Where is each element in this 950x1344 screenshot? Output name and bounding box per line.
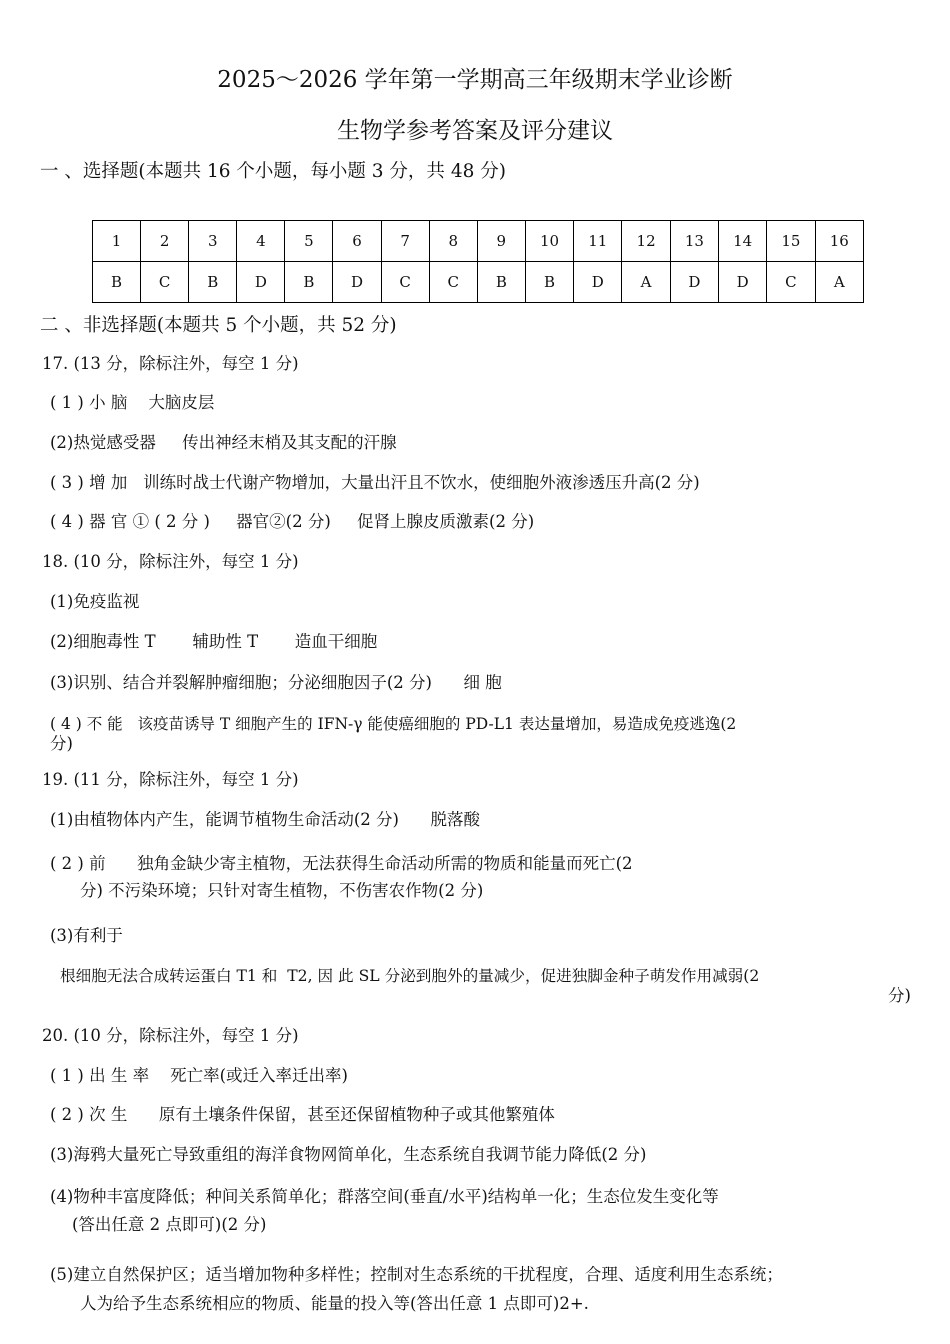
answer-table-number-row — [93, 221, 864, 262]
answer-cell: B — [285, 262, 333, 303]
answer-cell: D — [333, 262, 381, 303]
question-number: 6 — [333, 221, 381, 262]
answer-cell: B — [477, 262, 525, 303]
section-heading-choice: 一 、选择题(本题共 16 个小题，每小题 3 分，共 48 分) — [40, 161, 506, 182]
answer-cell: D — [574, 262, 622, 303]
question-number: 9 — [477, 221, 525, 262]
answer-cell: C — [767, 262, 815, 303]
q18-answer-3: (3)识别、结合并裂解肿瘤细胞；分泌细胞因子(2 分) 细 胞 — [50, 673, 502, 692]
q18-answer-4-cont: 分) — [50, 734, 73, 753]
answer-cell: C — [429, 262, 477, 303]
q19-heading: 19. (11 分，除标注外，每空 1 分) — [42, 770, 299, 789]
q19-answer-2: ( 2 ) 前 独角金缺少寄主植物，无法获得生命活动所需的物质和能量而死亡(2 — [50, 854, 633, 873]
question-number: 12 — [622, 221, 670, 262]
question-number: 15 — [767, 221, 815, 262]
answer-cell: D — [237, 262, 285, 303]
question-number: 3 — [189, 221, 237, 262]
q18-heading: 18. (10 分，除标注外，每空 1 分) — [42, 552, 299, 571]
q19-answer-4: 根细胞无法合成转运蛋白 T1 和 T2, 因 此 SL 分泌到胞外的量减少，促进独脚金种子萌发作用减弱(2 — [60, 967, 760, 985]
question-number: 2 — [141, 221, 189, 262]
answer-table — [92, 220, 864, 303]
q19-answer-3: (3)有利于 — [50, 926, 123, 945]
q18-answer-2: (2)细胞毒性 T 辅助性 T 造血干细胞 — [50, 632, 378, 651]
answer-cell: C — [381, 262, 429, 303]
q17-answer-3: ( 3 ) 增 加 训练时战士代谢产物增加，大量出汗且不饮水，使细胞外液渗透压升高(2 分) — [50, 473, 700, 492]
answer-cell: B — [189, 262, 237, 303]
question-number: 16 — [815, 221, 863, 262]
question-number: 4 — [237, 221, 285, 262]
q20-heading: 20. (10 分，除标注外，每空 1 分) — [42, 1026, 299, 1045]
question-number: 7 — [381, 221, 429, 262]
answer-cell: A — [622, 262, 670, 303]
q17-answer-1: ( 1 ) 小 脑 大脑皮层 — [50, 393, 215, 412]
q19-answer-2-cont: 分) 不污染环境；只针对寄生植物，不伤害农作物(2 分) — [80, 881, 484, 900]
q20-answer-3: (3)海鸦大量死亡导致重组的海洋食物网简单化，生态系统自我调节能力降低(2 分) — [50, 1145, 647, 1164]
q20-answer-5-cont: 人为给予生态系统相应的物质、能量的投入等(答出任意 1 点即可)2+. — [80, 1294, 589, 1313]
q17-heading: 17. (13 分，除标注外，每空 1 分) — [42, 354, 299, 373]
answer-cell: B — [93, 262, 141, 303]
q20-answer-1: ( 1 ) 出 生 率 死亡率(或迁入率迁出率) — [50, 1066, 348, 1085]
q19-answer-4-cont: 分) — [888, 986, 911, 1005]
q17-answer-4: ( 4 ) 器 官 ① ( 2 分 ) 器官②(2 分) 促肾上腺皮质激素(2 分) — [50, 512, 535, 531]
q19-answer-1: (1)由植物体内产生，能调节植物生命活动(2 分) 脱落酸 — [50, 810, 480, 829]
q17-answer-2: (2)热觉感受器 传出神经末梢及其支配的汗腺 — [50, 433, 397, 452]
answer-cell: D — [670, 262, 718, 303]
q20-answer-4-cont: (答出任意 2 点即可)(2 分) — [72, 1215, 267, 1234]
question-number: 5 — [285, 221, 333, 262]
answer-cell: B — [525, 262, 573, 303]
question-number: 13 — [670, 221, 718, 262]
answer-table-answer-row — [93, 262, 864, 303]
page-subtitle: 生物学参考答案及评分建议 — [337, 118, 613, 144]
q20-answer-5: (5)建立自然保护区；适当增加物种多样性；控制对生态系统的干扰程度，合理、适度利用生态系统； — [50, 1265, 783, 1284]
question-number: 10 — [525, 221, 573, 262]
answer-cell: D — [719, 262, 767, 303]
q20-answer-4: (4)物种丰富度降低；种间关系简单化；群落空间(垂直/水平)结构单一化；生态位发生变化等 — [50, 1187, 719, 1206]
q18-answer-1: (1)免疫监视 — [50, 592, 140, 611]
question-number: 14 — [719, 221, 767, 262]
page-title: 2025～2026 学年第一学期高三年级期末学业诊断 — [217, 67, 733, 93]
answer-cell: C — [141, 262, 189, 303]
question-number: 1 — [93, 221, 141, 262]
q20-answer-2: ( 2 ) 次 生 原有土壤条件保留，甚至还保留植物种子或其他繁殖体 — [50, 1105, 555, 1124]
answer-cell: A — [815, 262, 863, 303]
q18-answer-4: ( 4 ) 不 能 该疫苗诱导 T 细胞产生的 IFN-γ 能使癌细胞的 PD-L1 表达量增加，易造成免疫逃逸(2 — [50, 715, 737, 733]
section-heading-nonchoice: 二 、非选择题(本题共 5 个小题，共 52 分) — [40, 315, 397, 336]
question-number: 8 — [429, 221, 477, 262]
question-number: 11 — [574, 221, 622, 262]
